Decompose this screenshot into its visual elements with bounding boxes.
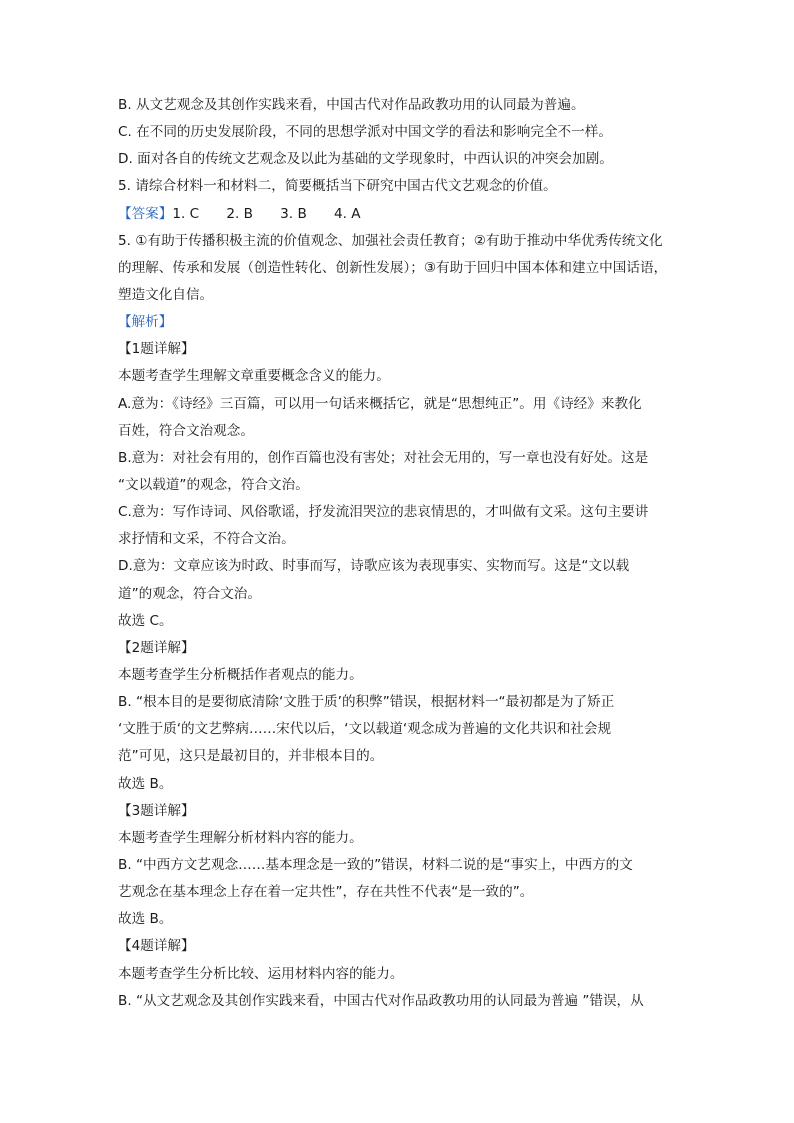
q1-b-line-2: “文以载道”的观念，符合文治。 [118,476,309,493]
answer-label: 【答案】 [118,205,173,222]
q1-a-line-1: A.意为：《诗经》三百篇，可以用一句话来概括它，就是“思想纯正”。用《诗经》来教化 [118,395,642,412]
q3-intro: 本题考查学生理解分析材料内容的能力。 [118,829,363,846]
q1-b-line-1: B.意为：对社会有用的，创作百篇也没有害处；对社会无用的，写一章也没有好处。这是 [118,449,649,466]
option-b-line: B. 从文艺观念及其创作实践来看，中国古代对作品政教功用的认同最为普遍。 [118,97,585,113]
q1-conclusion: 故选 C。 [118,612,173,629]
q4-intro: 本题考查学生分析比较、运用材料内容的能力。 [118,965,404,982]
analysis-label: 【解析】 [118,314,173,331]
q1-c-line-1: C.意为：写作诗词、风俗歌谣，抒发流泪哭泣的悲哀情思的，才叫做有文采。这句主要讲 [118,504,649,521]
q2-b-line-1: B. “根本目的是要彻底清除‘文胜于质’的积弊”错误，根据材料一“最初都是为了矫正 [118,694,615,711]
answer-5-line-3: 塑造文化自信。 [118,286,214,303]
q2-b-line-2: ‘文胜于质‘的文艺弊病……宋代以后，‘文以载道‘观念成为普遍的文化共识和社会规 [118,721,612,738]
q4-heading: 【4题详解】 [118,938,195,955]
answer-5-line-1: 5. ①有助于传播积极主流的价值观念、加强社会责任教育；②有助于推动中华优秀传统文化 [118,232,663,249]
q3-b-line-1: B. “中西方文艺观念……基本理念是一致的”错误，材料二说的是“事实上，中西方的文 [118,856,633,873]
q2-b-line-3: 范”可见，这只是最初目的，并非根本目的。 [118,748,384,765]
q1-heading: 【1题详解】 [118,341,195,358]
q1-d-line-1: D.意为：文章应该为时政、时事而写，诗歌应该为表现事实、实物而写。这是“文以载 [118,558,630,575]
q1-d-line-2: 道”的观念，符合文治。 [118,585,261,602]
q4-b-line-1: B. “从文艺观念及其创作实践来看，中国古代对作品政教功用的认同最为普遍 ”错误，从 [118,992,644,1009]
analysis-label-line [118,309,678,336]
q2-intro: 本题考查学生分析概括作者观点的能力。 [118,666,363,683]
q1-a-line-2: 百姓，符合文治观念。 [118,422,254,439]
q2-heading: 【2题详解】 [118,639,195,656]
q2-conclusion: 故选 B。 [118,775,173,792]
q3-b-line-2: 艺观念在基本理念上存在着一定共性”，存在共性不代表“是一致的”。 [118,884,534,901]
q3-conclusion: 故选 B。 [118,911,173,928]
answer-5-line-2: 的理解、传承和发展（创造性转化、创新性发展）；③有助于回归中国本体和建立中国话语， [118,259,668,276]
option-c-line: C. 在不同的历史发展阶段，不同的思想学派对中国文学的看法和影响完全不一样。 [118,124,612,141]
q3-heading: 【3题详解】 [118,802,195,819]
option-d-line: D. 面对各自的传统文艺观念及以此为基础的文学现象时，中西认识的冲突会加剧。 [118,151,613,168]
question-5-line: 5. 请综合材料一和材料二，简要概括当下研究中国古代文艺观念的价值。 [118,178,557,195]
document-page [118,92,678,1015]
q1-c-line-2: 求抒情和文采，不符合文治。 [118,531,295,548]
q1-intro: 本题考查学生理解文章重要概念含义的能力。 [118,368,390,385]
answer-line: 【答案】1. C 2. B 3. B 4. A [118,205,361,222]
